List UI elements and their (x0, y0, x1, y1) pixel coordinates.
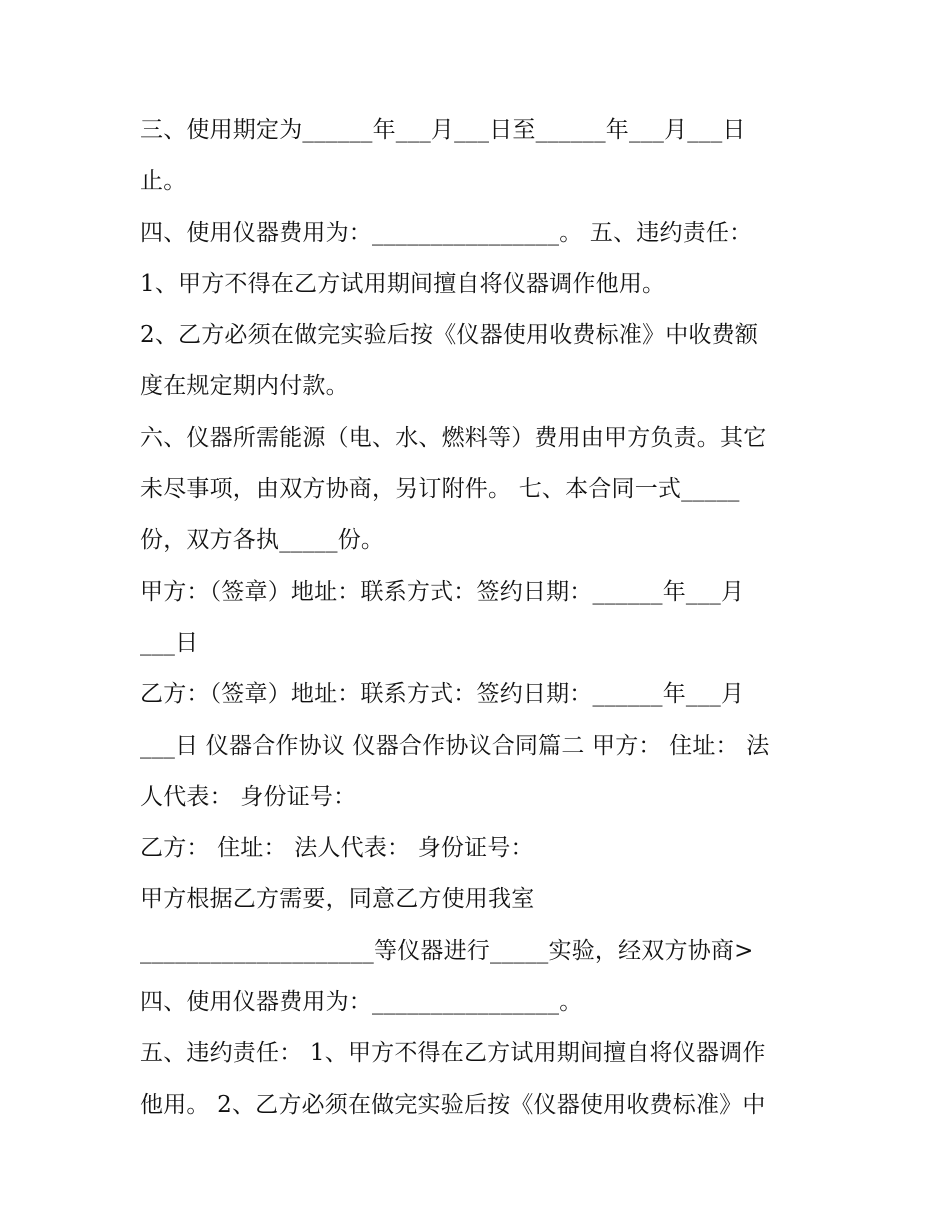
text-line: ___日 仪器合作协议 仪器合作协议合同篇二 甲方： 住址： 法 (140, 732, 770, 759)
text-line: 度在规定期内付款。 (140, 373, 349, 400)
text-line: 2、乙方必须在做完实验后按《仪器使用收费标准》中收费额 (140, 322, 759, 349)
text-line: 1、甲方不得在乙方试用期间擅自将仪器调作他用。 (140, 270, 666, 297)
text-line: 份，双方各执_____份。 (140, 527, 385, 554)
text-line: 三、使用期定为______年___月___日至______年___月___日 (140, 117, 746, 143)
text-line: 他用。 2、乙方必须在做完实验后按《仪器使用收费标准》中 (140, 1091, 766, 1118)
text-line: 人代表： 身份证号： (140, 783, 357, 810)
text-line: ___日 (140, 629, 199, 656)
text-line: 乙方：（签章）地址：联系方式：签约日期：______年___月 (140, 681, 745, 708)
text-line: 五、违约责任： 1、甲方不得在乙方试用期间擅自将仪器调作 (140, 1040, 766, 1067)
document-body (140, 105, 830, 1131)
text-line: 六、仪器所需能源（电、水、燃料等）费用由甲方负责。其它 (140, 424, 767, 451)
text-line: 四、使用仪器费用为：________________。 五、违约责任： (140, 219, 753, 246)
text-line: 甲方根据乙方需要，同意乙方使用我室 (140, 886, 535, 913)
text-line: 未尽事项，由双方协商，另订附件。 七、本合同一式_____ (140, 476, 740, 503)
text-line: 止。 (140, 168, 187, 195)
text-line: ____________________等仪器进行_____实验，经双方协商> (140, 937, 754, 964)
text-line: 甲方：（签章）地址：联系方式：签约日期：______年___月 (140, 578, 745, 605)
text-line: 四、使用仪器费用为：________________。 (140, 989, 583, 1016)
text-line: 乙方： 住址： 法人代表： 身份证号： (140, 835, 534, 862)
